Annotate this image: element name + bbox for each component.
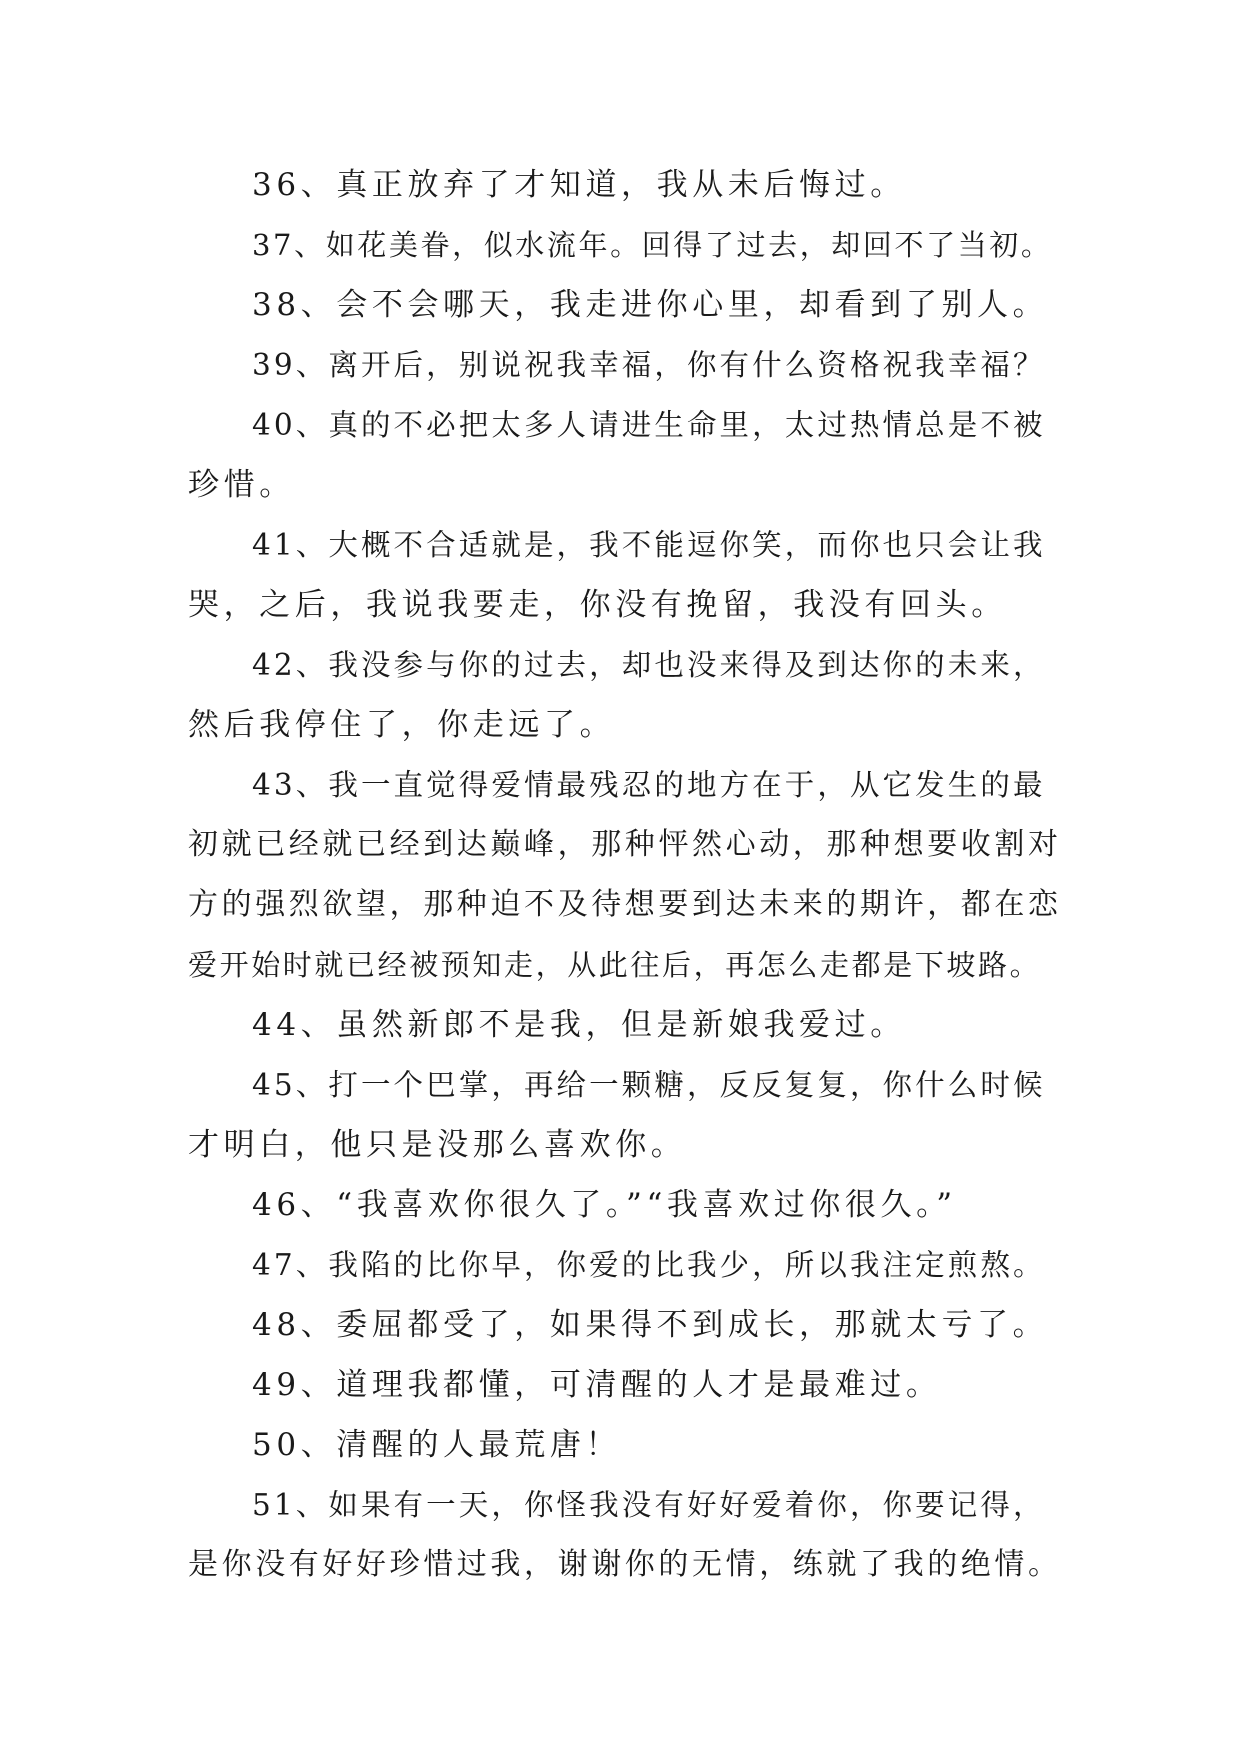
text-line: 方的强烈欲望，那种迫不及待想要到达未来的期许，都在恋 xyxy=(188,887,1062,922)
text-line: 44、虽然新郎不是我，但是新娘我爱过。 xyxy=(252,1007,906,1043)
text-line: 50、清醒的人最荒唐！ xyxy=(252,1427,622,1463)
text-line: 41、大概不合适就是，我不能逗你笑，而你也只会让我 xyxy=(252,528,1046,562)
text-line: 36、真正放弃了才知道，我从未后悔过。 xyxy=(252,167,906,203)
text-line: 46、“我喜欢你很久了。”“我喜欢过你很久。” xyxy=(252,1187,957,1223)
text-line: 然后我停住了，你走远了。 xyxy=(188,707,616,743)
text-line: 51、如果有一天，你怪我没有好好爱着你，你要记得， xyxy=(252,1488,1046,1522)
text-line: 48、委屈都受了，如果得不到成长，那就太亏了。 xyxy=(252,1307,1049,1343)
text-line: 45、打一个巴掌，再给一颗糖，反反复复，你什么时候 xyxy=(252,1068,1046,1102)
text-line: 珍惜。 xyxy=(188,467,295,503)
text-line: 初就已经就已经到达巅峰，那种怦然心动，那种想要收割对 xyxy=(188,827,1062,862)
text-line: 39、离开后，别说祝我幸福，你有什么资格祝我幸福？ xyxy=(252,348,1046,382)
text-line: 哭，之后，我说我要走，你没有挽留，我没有回头。 xyxy=(188,587,1007,623)
text-line: 40、真的不必把太多人请进生命里，太过热情总是不被 xyxy=(252,408,1046,442)
text-line: 爱开始时就已经被预知走，从此往后，再怎么走都是下坡路。 xyxy=(188,948,1042,982)
text-line: 49、道理我都懂，可清醒的人才是最难过。 xyxy=(252,1367,942,1403)
text-line: 38、会不会哪天，我走进你心里，却看到了别人。 xyxy=(252,287,1049,323)
text-line: 47、我陷的比你早，你爱的比我少，所以我注定煎熬。 xyxy=(252,1248,1046,1282)
text-line: 43、我一直觉得爱情最残忍的地方在于，从它发生的最 xyxy=(252,768,1046,802)
text-line: 37、如花美眷，似水流年。回得了过去，却回不了当初。 xyxy=(252,228,1053,262)
text-line: 是你没有好好珍惜过我，谢谢你的无情，练就了我的绝情。 xyxy=(188,1547,1062,1582)
text-line: 42、我没参与你的过去，却也没来得及到达你的未来， xyxy=(252,648,1046,682)
text-line: 才明白，他只是没那么喜欢你。 xyxy=(188,1127,687,1163)
